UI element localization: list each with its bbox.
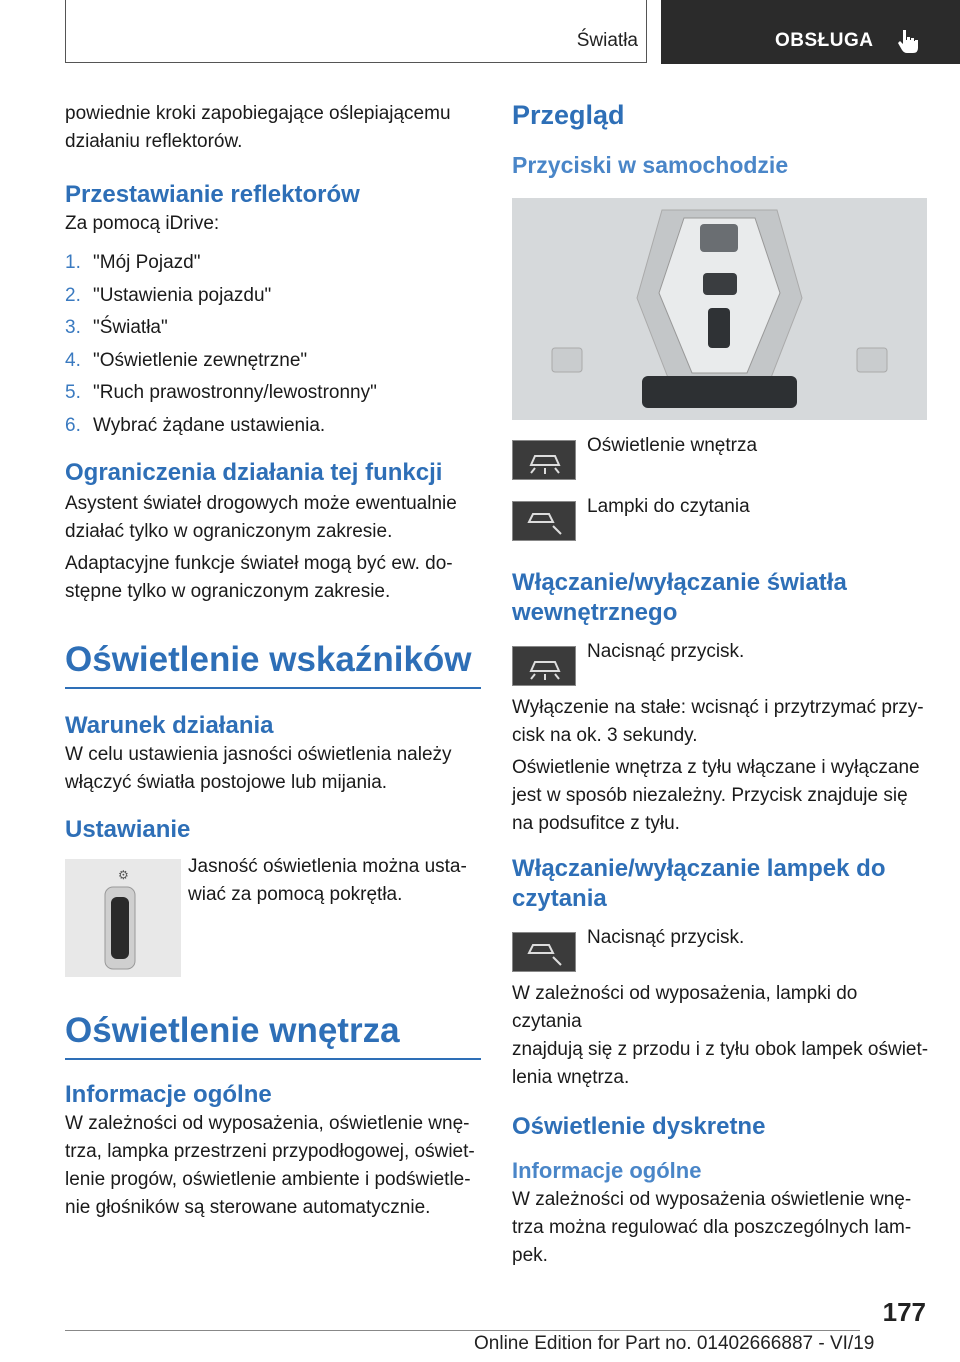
list-item: 4. "Oświetlenie zewnętrzne" xyxy=(65,349,308,371)
left-column xyxy=(65,100,483,1222)
heading-reading-onoff: Włączanie/wyłączanie lampek do czytania xyxy=(512,855,886,912)
press-button-text: Nacisnąć przycisk. xyxy=(587,641,745,662)
general-text: W zależności od wyposażenia, oświetlenie wnę- trza, lampka przestrzeni przypodłogowej, oświet- lenie progów, oświetlenie ambiente i podświetle- nie głośników są sterowane automatycznie. xyxy=(65,1113,475,1218)
heading-general-info: Informacje ogólne xyxy=(65,1081,272,1108)
setting-text: Jasność oświetlenia można usta- wiać za pomocą pokrętła. xyxy=(188,856,467,905)
dimmer-wheel-image xyxy=(65,859,181,977)
reading-light-button-icon xyxy=(512,932,576,972)
reading-light-label: Lampki do czytania xyxy=(587,496,750,517)
list-item: 5. "Ruch prawostronny/lewostronny" xyxy=(65,382,377,403)
heading-adjust-headlights: Przestawianie reflektorów xyxy=(65,181,360,208)
limits-text-2: Adaptacyjne funkcje świateł mogą być ew. do- stępne tylko w ograniczonym zakresie. xyxy=(65,553,453,602)
rear-text: Oświetlenie wnętrza z tyłu włączane i wyłączane jest w sposób niezależny. Przycisk znajduje się na podsufitce z tyłu. xyxy=(512,757,920,834)
section-title: Światła xyxy=(576,30,638,51)
dimmer-wheel-icon xyxy=(65,859,181,977)
heading-condition: Warunek działania xyxy=(65,712,274,739)
list-item: 6. Wybrać żądane ustawienia. xyxy=(65,414,326,436)
heading-buttons: Przyciski w samochodzie xyxy=(512,152,789,178)
heading-limits: Ograniczenia działania tej funkcji xyxy=(65,459,443,486)
roof-console-icon xyxy=(512,198,927,420)
off-text: Wyłączenie na stałe: wcisnąć i przytrzymać przy- cisk na ok. 3 sekundy. xyxy=(512,697,924,746)
edition-text: Online Edition for Part no. 01402666887 - VI/19 xyxy=(474,1333,875,1354)
roof-console-image xyxy=(512,198,927,420)
heading-interior-lighting: Oświetlenie wnętrza xyxy=(65,1011,400,1050)
heading-general-info-2: Informacje ogólne xyxy=(512,1158,702,1183)
svg-text:⚙: ⚙ xyxy=(118,868,129,882)
press-row-2 xyxy=(512,927,930,972)
press-row-1 xyxy=(512,641,930,686)
heading-instrument-lighting: Oświetlenie wskaźników xyxy=(65,640,472,679)
chapter-title: OBSŁUGA xyxy=(775,30,874,51)
condition-text: W celu ustawienia jasności oświetlenia należy włączyć światła postojowe lub mijania. xyxy=(65,744,452,793)
press-button-text: Nacisnąć przycisk. xyxy=(587,927,745,948)
interior-light-row xyxy=(512,435,930,480)
reading-text: W zależności od wyposażenia, lampki do czytania znajdują się z przodu i z tyłu obok lampek oświet- lenia wnętrza. xyxy=(512,983,929,1088)
list-item: 2. "Ustawienia pojazdu" xyxy=(65,284,272,306)
intro-text: powiednie kroki zapobiegające oślepiającemu działaniu reflektorów. xyxy=(65,103,451,152)
heading-overview: Przegląd xyxy=(512,100,625,130)
page-number: 177 xyxy=(882,1297,926,1327)
footer-rule xyxy=(65,1330,860,1331)
limits-text-1: Asystent świateł drogowych może ewentualnie działać tylko w ograniczonym zakresie. xyxy=(65,493,457,542)
interior-light-label: Oświetlenie wnętrza xyxy=(587,435,758,456)
hand-pointer-icon xyxy=(896,28,920,54)
idrive-text: Za pomocą iDrive: xyxy=(65,213,220,234)
interior-light-button-icon xyxy=(512,440,576,480)
discreet-text: W zależności od wyposażenia oświetlenie wnę- trza można regulować dla poszczególnych lam- pek. xyxy=(512,1189,912,1266)
reading-light-button-icon xyxy=(512,501,576,541)
steps-list xyxy=(65,247,483,442)
interior-light-button-icon xyxy=(512,646,576,686)
right-column xyxy=(512,100,930,1270)
list-item: 1. "Mój Pojazd" xyxy=(65,252,201,273)
header-left-tab xyxy=(65,0,647,63)
heading-setting: Ustawianie xyxy=(65,816,191,843)
list-item: 3. "Światła" xyxy=(65,317,168,338)
heading-discreet: Oświetlenie dyskretne xyxy=(512,1113,766,1140)
reading-light-row xyxy=(512,496,930,541)
heading-interior-onoff: Włączanie/wyłączanie światła wewnętrznego xyxy=(512,569,847,626)
